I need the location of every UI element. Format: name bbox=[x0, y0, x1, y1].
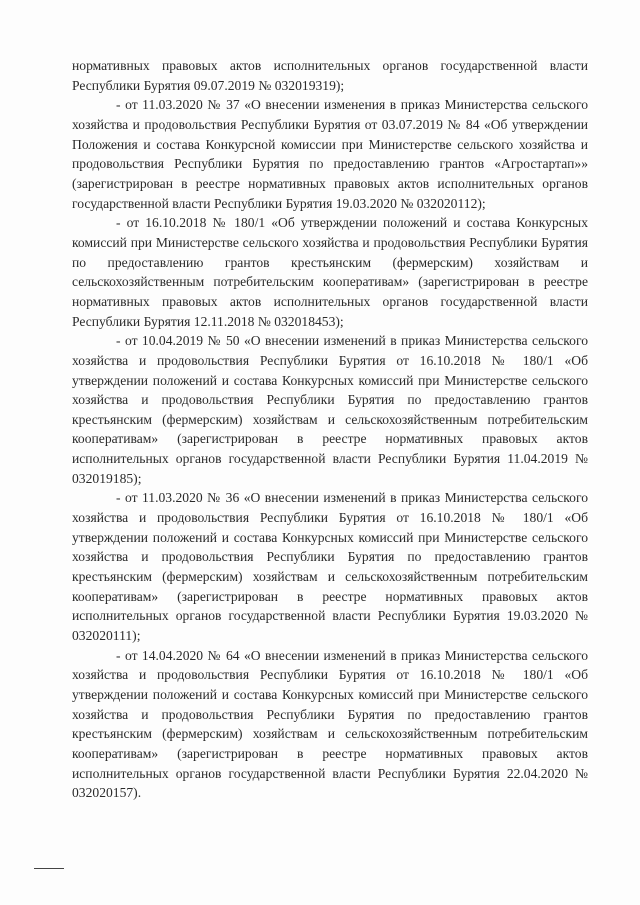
document-body bbox=[72, 56, 588, 803]
paragraph-order-180-1: - от 16.10.2018 № 180/1 «Об утверждении положений и состава Конкурсных комиссий при Министерстве сельского хозяйства и продовольствия Республики Бурятия по предоставлению грантов крестьянским (фермерским) хозяйствам и сельскохозяйственным потребительским кооперативам» (зарегистрирован в реестре нормативных правовых актов исполнительных органов государственной власти Республики Бурятия 12.11.2018 № 032018453); bbox=[72, 215, 588, 329]
paragraph-order-50: - от 10.04.2019 № 50 «О внесении изменений в приказ Министерства сельского хозяйства и продовольствия Республики Бурятия от 16.10.2018 № 180/1 «Об утверждении положений и состава Конкурсных комиссий при Министерстве сельского хозяйства и продовольствия Республики Бурятия по предоставлению грантов крестьянским (фермерским) хозяйствам и сельскохозяйственным потребительским кооперативам» (зарегистрирован в реестре нормативных правовых актов исполнительных органов государственной власти Республики Бурятия 11.04.2019 № 032019185); bbox=[72, 333, 588, 486]
paragraph-order-64: - от 14.04.2020 № 64 «О внесении изменений в приказ Министерства сельского хозяйства и продовольствия Республики Бурятия от 16.10.2018 № 180/1 «Об утверждении положений и состава Конкурсных комиссий при Министерстве сельского хозяйства и продовольствия Республики Бурятия по предоставлению грантов крестьянским (фермерским) хозяйствам и сельскохозяйственным потребительским кооперативам» (зарегистрирован в реестре нормативных правовых актов исполнительных органов государственной власти Республики Бурятия 22.04.2020 № 032020157). bbox=[72, 647, 588, 801]
footer-divider bbox=[34, 868, 64, 869]
paragraph-continuation: нормативных правовых актов исполнительных органов государственной власти Республики Бурятия 09.07.2019 № 032019319); bbox=[72, 58, 588, 93]
paragraph-order-36: - от 11.03.2020 № 36 «О внесении изменений в приказ Министерства сельского хозяйства и продовольствия Республики Бурятия от 16.10.2018 № 180/1 «Об утверждении положений и состава Конкурсных комиссий при Министерстве сельского хозяйства и продовольствия Республики Бурятия по предоставлению грантов крестьянским (фермерским) хозяйствам и сельскохозяйственным потребительским кооперативам» (зарегистрирован в реестре нормативных правовых актов исполнительных органов государственной власти Республики Бурятия 19.03.2020 № 032020111); bbox=[72, 490, 588, 644]
paragraph-order-37: - от 11.03.2020 № 37 «О внесении изменения в приказ Министерства сельского хозяйства и продовольствия Республики Бурятия от 03.07.2019 № 84 «Об утверждении Положения и состава Конкурсной комиссии при Министерстве сельского хозяйства и продовольствия Республики Бурятия по предоставлению грантов «Агростартап»» (зарегистрирован в реестре нормативных правовых актов исполнительных органов государственной власти Республики Бурятия 19.03.2020 № 032020112); bbox=[72, 97, 588, 211]
